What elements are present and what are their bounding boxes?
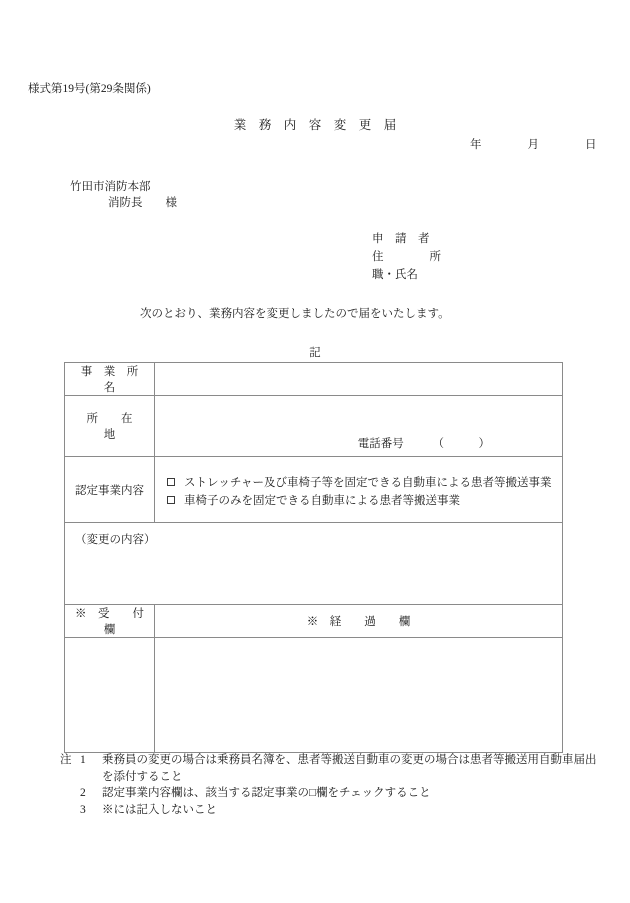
note-text: 乗務員の変更の場合は乗務員名簿を、患者等搬送自動車の変更の場合は患者等搬送用自動車届出 [102,754,597,766]
note-item-2 [60,785,620,802]
checkbox-option-label: ストレッチャー及び車椅子等を固定できる自動車による患者等搬送事業 [184,476,552,489]
receipt-blank-cell[interactable] [65,638,155,753]
note-item-3 [60,802,620,819]
checkbox-icon[interactable] [167,478,175,486]
office-name-input-cell[interactable] [155,363,563,396]
progress-header-cell [155,605,563,638]
checkbox-list [155,469,562,511]
phone-number-label: 電話番号 （ ） [357,438,490,450]
applicant-label: 申 請 者 [372,233,430,245]
document-title: 業 務 内 容 変 更 届 [233,118,397,132]
location-input-cell[interactable] [155,396,563,457]
change-content-label: （変更の内容） [75,534,156,546]
note-number: 2 [80,787,86,800]
notes-label: 注 [60,754,72,766]
receipt-header-cell [65,605,167,638]
checkbox-option-label: 車椅子のみを固定できる自動車による患者等搬送事業 [184,494,460,507]
change-content-cell[interactable] [65,523,563,605]
location-label-cell [65,396,155,457]
table-row-office-name [65,363,563,396]
note-text: ※には記入しないこと [102,804,217,817]
note-text: 認定事業内容欄は、該当する認定事業の□欄をチェックすること [102,787,431,800]
note-spacer [60,785,80,802]
table-row-business-content [65,457,563,523]
addressee-organization: 竹田市消防本部 [70,181,151,193]
table-row-official-blank [65,638,563,753]
form-table [64,362,563,753]
business-content-options-cell [155,457,563,523]
business-content-label-cell [65,457,155,523]
business-content-label: 認定事業内容 [75,484,144,497]
addressee-title: 消防長 様 [108,197,177,209]
checkbox-option-stretcher[interactable] [167,475,562,493]
form-number: 様式第19号(第29条関係) [28,83,151,95]
office-name-label: 事 業 所 名 [80,366,150,394]
checkbox-icon[interactable] [167,496,175,504]
progress-header-label: ※ 経 過 欄 [306,616,411,628]
table-row-official-headers [65,605,563,638]
note-item-1 [60,752,620,769]
location-label: 所 在 地 [86,413,156,441]
office-name-label-cell [65,363,155,396]
ki-marker: 記 [309,347,321,359]
date-line: 年 月 日 [470,139,597,151]
notes-section [60,752,620,819]
note-item-1-continuation: を添付すること [102,770,183,783]
table-row-change-content [65,523,563,605]
receipt-header-label: ※ 受 付 欄 [75,608,167,636]
note-number: 3 [80,804,86,817]
applicant-name-label: 職・氏名 [372,269,418,281]
progress-blank-cell[interactable] [155,638,563,753]
checkbox-option-wheelchair[interactable] [167,493,562,511]
applicant-address-label: 住 所 [372,251,441,263]
note-spacer [60,802,80,819]
note-number: 1 [80,754,86,766]
table-row-location [65,396,563,457]
intro-sentence: 次のとおり、業務内容を変更しましたので届をいたします。 [140,308,450,320]
